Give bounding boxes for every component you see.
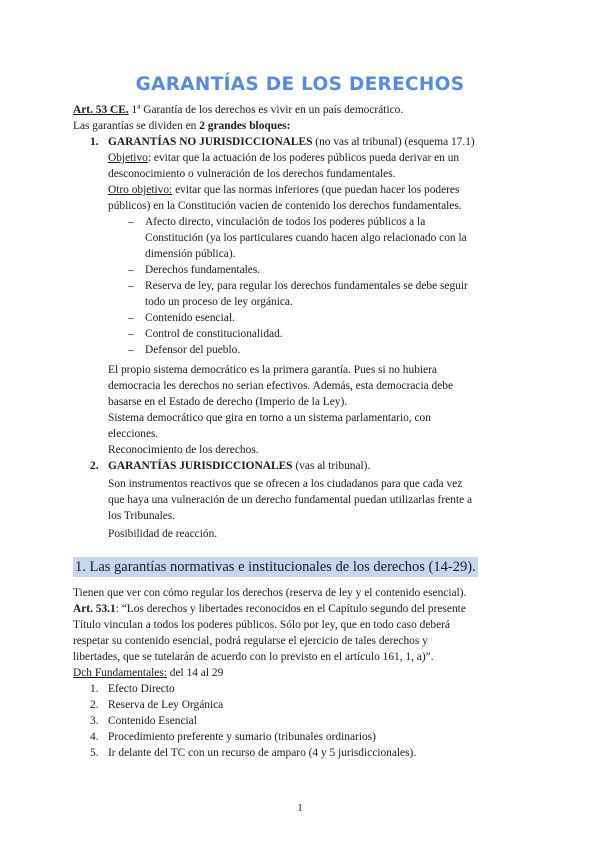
- blocks-bold: 2 grandes bloques:: [199, 120, 291, 132]
- paragraph-line: democracia les derechos no serian efectivos. Además, esta democracia debe: [108, 380, 454, 392]
- list-number: 2.: [90, 699, 99, 711]
- dash-bullet-icon: –: [128, 328, 134, 340]
- block2-heading-line: [108, 458, 370, 474]
- paragraph-line: El propio sistema democrático es la primera garantía. Pues si no hubiera: [108, 364, 437, 376]
- block1-heading: GARANTÍAS NO JURISDICCIONALES: [108, 136, 313, 148]
- list-item: Procedimiento preferente y sumario (tribunales ordinarios): [108, 731, 376, 743]
- block2-heading: GARANTÍAS JURISDICCIONALES: [108, 460, 293, 472]
- block1-heading-line: [108, 134, 475, 150]
- list-item: Contenido Esencial: [108, 715, 197, 727]
- objetivo-line-1: [108, 150, 528, 166]
- dch-fundamentales-rest: del 14 al 29: [166, 667, 224, 679]
- otro-objetivo-line-1: [108, 182, 459, 198]
- list-item: Reserva de Ley Orgánica: [108, 699, 224, 711]
- bullet-line: Control de constitucionalidad.: [145, 328, 283, 340]
- block1-number: 1.: [90, 136, 99, 148]
- dash-bullet-icon: –: [128, 344, 134, 356]
- dch-fundamentales-label: Dch Fundamentales:: [73, 667, 167, 679]
- paragraph-line: Posibilidad de reacción.: [108, 528, 218, 540]
- objetivo-line-2: desconocimiento o vulneración de los derechos fundamentales.: [108, 168, 396, 180]
- bullet-line: Contenido esencial.: [145, 312, 235, 324]
- dash-bullet-icon: –: [128, 312, 134, 324]
- bullet-line: Constitución (ya los particulares cuando hacen algo relacionado con la: [145, 232, 467, 244]
- list-item: Efecto Directo: [108, 683, 175, 695]
- art-reference: Art. 53 CE.: [73, 104, 129, 116]
- art-53-1-text-1: : “Los derechos y libertades reconocidos en el Capítulo segundo del presente: [115, 603, 466, 615]
- art-53-1-line-1: [73, 601, 466, 617]
- section-intro: Tienen que ver con cómo regular los derechos (reserva de ley y el contenido esencial).: [73, 587, 467, 599]
- list-number: 4.: [90, 731, 99, 743]
- list-number: 1.: [90, 683, 99, 695]
- dash-bullet-icon: –: [128, 264, 134, 276]
- dch-fundamentales-line: [73, 665, 223, 681]
- dash-bullet-icon: –: [128, 216, 134, 228]
- otro-objetivo-line-2: públicos) en la Constitución vacien de contenido los derechos fundamentales.: [108, 200, 462, 212]
- art-53-1-line: Título vinculan a todos los poderes públicos. Sólo por ley, que en todo caso deberá: [73, 619, 450, 631]
- blocks-line: [73, 118, 290, 134]
- page-number: 1: [297, 802, 303, 814]
- intro-line: [73, 102, 403, 118]
- objetivo-text-1: : evitar que la actuación de los poderes públicos pueda derivar en un: [147, 152, 460, 164]
- bullet-line: Derechos fundamentales.: [145, 264, 261, 276]
- objetivo-label: Objetivo: [108, 152, 148, 164]
- art-53-1-label: Art. 53.1: [73, 603, 116, 615]
- list-number: 3.: [90, 715, 99, 727]
- otro-objetivo-label: Otro objetivo:: [108, 184, 173, 196]
- paragraph-line: Son instrumentos reactivos que se ofrecen a los ciudadanos para que cada vez: [108, 478, 463, 490]
- bullet-line: Defensor del pueblo.: [145, 344, 241, 356]
- dash-bullet-icon: –: [128, 280, 134, 292]
- section-heading: 1. Las garantías normativas e institucionales de los derechos (14-29).: [75, 559, 476, 575]
- paragraph-line: Sistema democrático que gira en torno a un sistema parlamentario, con: [108, 412, 431, 424]
- art-53-1-line: libertades, que se tutelarán de acuerdo con lo previsto en el artículo 161, 1, a)”.: [73, 651, 434, 663]
- page-title: GARANTÍAS DE LOS DERECHOS: [135, 74, 465, 95]
- paragraph-line: los Tribunales.: [108, 510, 176, 522]
- blocks-text: Las garantías se dividen en: [73, 120, 200, 132]
- bullet-line: Afecto directo, vinculación de todos los poderes públicos a la: [145, 216, 426, 228]
- list-number: 5.: [90, 747, 99, 759]
- art-53-1-line: respetar su contenido esencial, podrá regularse el ejercicio de tales derechos y: [73, 635, 428, 647]
- block2-heading-rest: (vas al tribunal).: [292, 460, 371, 472]
- bullet-line: Reserva de ley, para regular los derechos fundamentales se debe seguir: [145, 280, 468, 292]
- paragraph-line: basarse en el Estado de derecho (Imperio de la Ley).: [108, 396, 348, 408]
- paragraph-line: Reconocimiento de los derechos.: [108, 444, 259, 456]
- paragraph-line: que haya una vulneración de un derecho fundamental puedan utilizarlas frente a: [108, 494, 473, 506]
- block2-number: 2.: [90, 460, 99, 472]
- block1-heading-rest: (no vas al tribunal) (esquema 17.1): [312, 136, 475, 148]
- otro-objetivo-text-1: evitar que las normas inferiores (que puedan hacer los poderes: [172, 184, 460, 196]
- list-item: Ir delante del TC con un recurso de amparo (4 y 5 jurisdiccionales).: [108, 747, 417, 759]
- bullet-line: dimensión pública).: [145, 248, 236, 260]
- paragraph-line: elecciones.: [108, 428, 159, 440]
- bullet-line: todo un proceso de ley orgánica.: [145, 296, 293, 308]
- art-text: 1ª Garantía de los derechos es vivir en un país democrático.: [128, 104, 404, 116]
